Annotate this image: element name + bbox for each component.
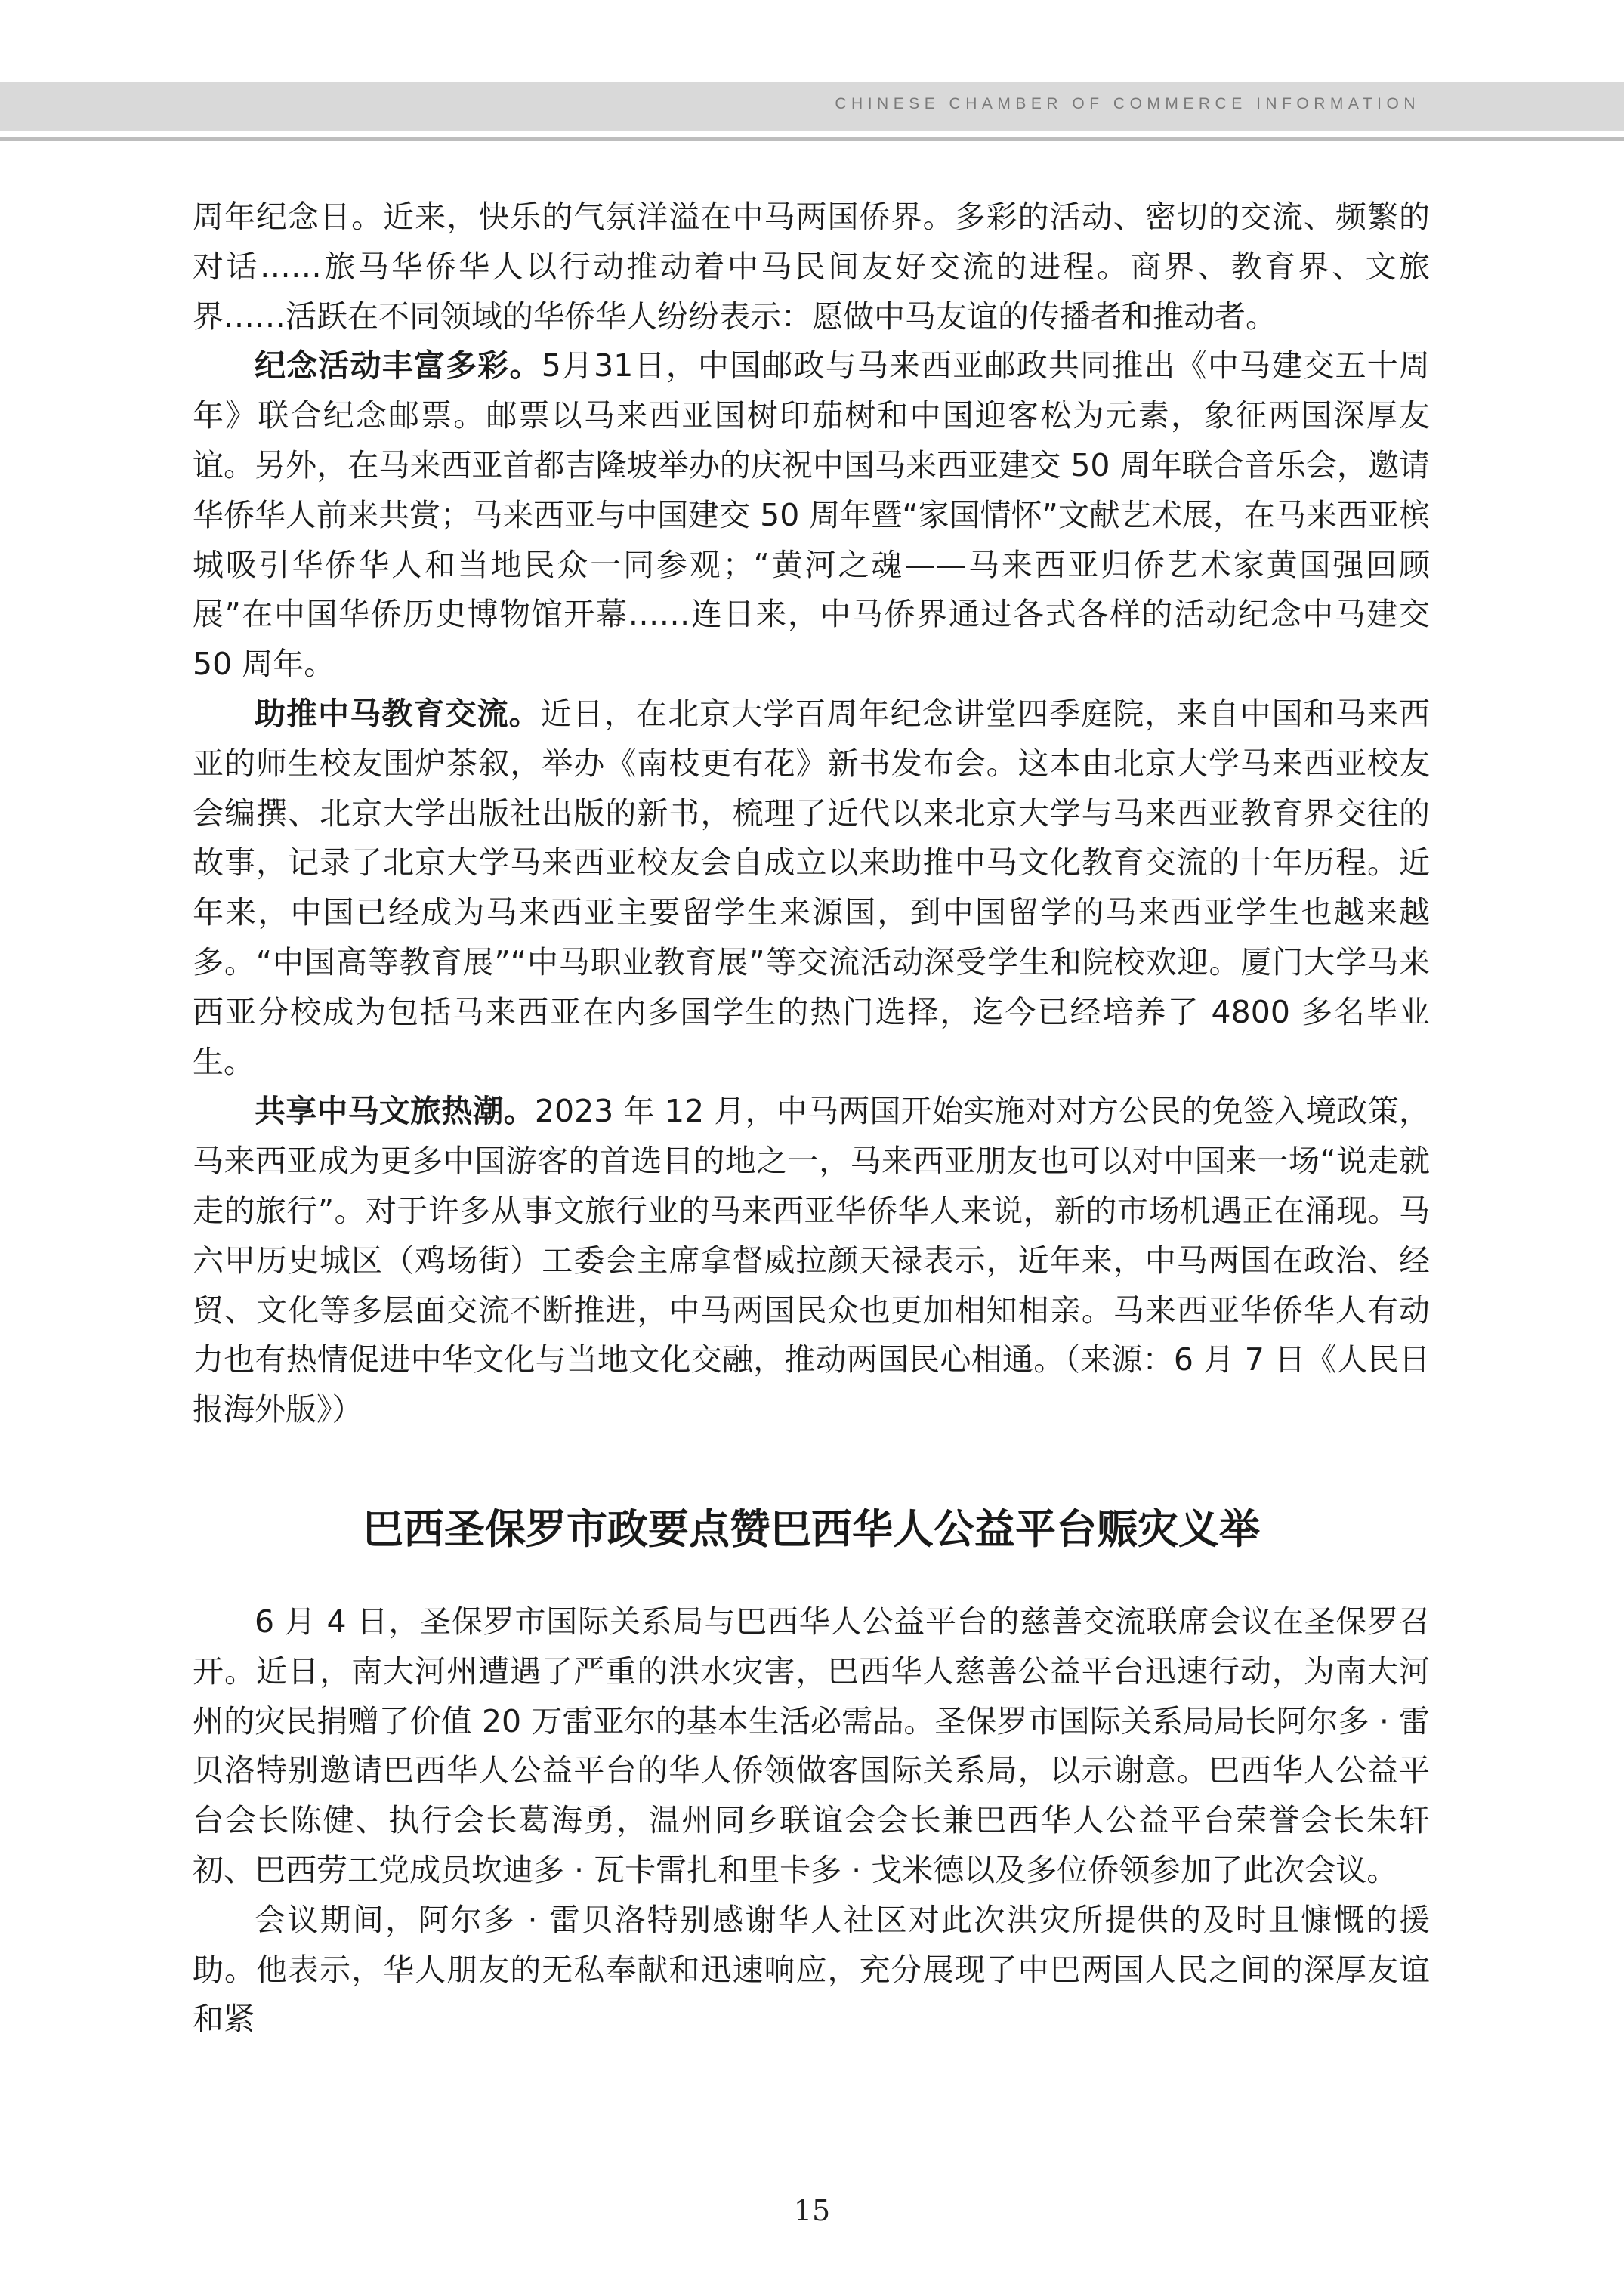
paragraph-text: 6 月 4 日，圣保罗市国际关系局与巴西华人公益平台的慈善交流联席会议在圣保罗召开。近日，南大河州遭遇了严重的洪水灾害，巴西华人慈善公益平台迅速行动，为南大河州的灾民捐赠了价值 20 万雷亚尔的基本生活必需品。圣保罗市国际关系局局长阿尔多 · 雷贝洛特别邀请巴西华人公益平台的华人侨领做客国际关系局，以示谢意。巴西华人公益平台会长陈健、执行会长葛海勇，温州同乡联谊会会长兼巴西华人公益平台荣誉会长朱轩初、巴西劳工党成员坎迪多 · 瓦卡雷扎和里卡多 · 戈米德以及多位侨领参加了此次会议。	[193, 1603, 1430, 1888]
paragraph-text: 会议期间，阿尔多 · 雷贝洛特别感谢华人社区对此次洪灾所提供的及时且慷慨的援助。他表示，华人朋友的无私奉献和迅速响应，充分展现了中巴两国人民之间的深厚友谊和紧	[193, 1901, 1430, 2038]
article1-paragraph-continued	[193, 193, 1430, 341]
article1-paragraph-commemoration	[193, 341, 1430, 690]
paragraph-text: 近日，在北京大学百周年纪念讲堂四季庭院，来自中国和马来西亚的师生校友围炉茶叙，举办《南枝更有花》新书发布会。这本由北京大学马来西亚校友会编撰、北京大学出版社出版的新书，梳理了近代以来北京大学与马来西亚教育界交往的故事，记录了北京大学马来西亚校友会自成立以来助推中马文化教育交流的十年历程。近年来，中国已经成为马来西亚主要留学生来源国，到中国留学的马来西亚学生也越来越多。“中国高等教育展”“中马职业教育展”等交流活动深受学生和院校欢迎。厦门大学马来西亚分校成为包括马来西亚在内多国学生的热门选择，迄今已经培养了 4800 多名毕业生。	[193, 695, 1430, 1080]
paragraph-text: 周年纪念日。近来，快乐的气氛洋溢在中马两国侨界。多彩的活动、密切的交流、频繁的对话……旅马华侨华人以行动推动着中马民间友好交流的进程。商界、教育界、文旅界……活跃在不同领域的华侨华人纷纷表示：愿做中马友谊的传播者和推动者。	[193, 199, 1430, 335]
page-number: 15	[793, 2194, 831, 2227]
page-content	[193, 193, 1430, 2045]
article2-paragraph-1	[193, 1597, 1430, 1896]
article1-paragraph-education	[193, 690, 1430, 1087]
paragraph-lead: 助推中马教育交流。	[255, 695, 541, 732]
paragraph-lead: 共享中马文旅热潮。	[255, 1093, 535, 1130]
article2-title: 巴西圣保罗市政要点赞巴西华人公益平台赈灾义举	[363, 1504, 1260, 1553]
running-header: CHINESE CHAMBER OF COMMERCE INFORMATION	[835, 95, 1420, 113]
article2-paragraph-2	[193, 1896, 1430, 2045]
header-rule	[0, 137, 1624, 141]
paragraph-lead: 纪念活动丰富多彩。	[255, 347, 542, 384]
paragraph-text: 5月31日，中国邮政与马来西亚邮政共同推出《中马建交五十周年》联合纪念邮票。邮票以马来西亚国树印茄树和中国迎客松为元素，象征两国深厚友谊。另外，在马来西亚首都吉隆坡举办的庆祝中国马来西亚建交 50 周年联合音乐会，邀请华侨华人前来共赏；马来西亚与中国建交 50 周年暨“家国情怀”文献艺术展，在马来西亚槟城吸引华侨华人和当地民众一同参观；“黄河之魂——马来西亚归侨艺术家黄国强回顾展”在中国华侨历史博物馆开幕……连日来，中马侨界通过各式各样的活动纪念中马建交 50 周年。	[193, 347, 1430, 683]
source-citation: （来源：6 月 7 日《人民日报海外版》）	[193, 1341, 1430, 1428]
article1-paragraph-tourism	[193, 1087, 1430, 1435]
paragraph-text: 2023 年 12 月，中马两国开始实施对对方公民的免签入境政策，马来西亚成为更多中国游客的首选目的地之一，马来西亚朋友也可以对中国来一场“说走就走的旅行”。对于许多从事文旅行业的马来西亚华侨华人来说，新的市场机遇正在涌现。马六甲历史城区（鸡场街）工委会主席拿督威拉颜天禄表示，近年来，中马两国在政治、经贸、文化等多层面交流不断推进，中马两国民众也更加相知相亲。马来西亚华侨华人有动力也有热情促进中华文化与当地文化交融，推动两国民心相通。	[193, 1093, 1431, 1378]
